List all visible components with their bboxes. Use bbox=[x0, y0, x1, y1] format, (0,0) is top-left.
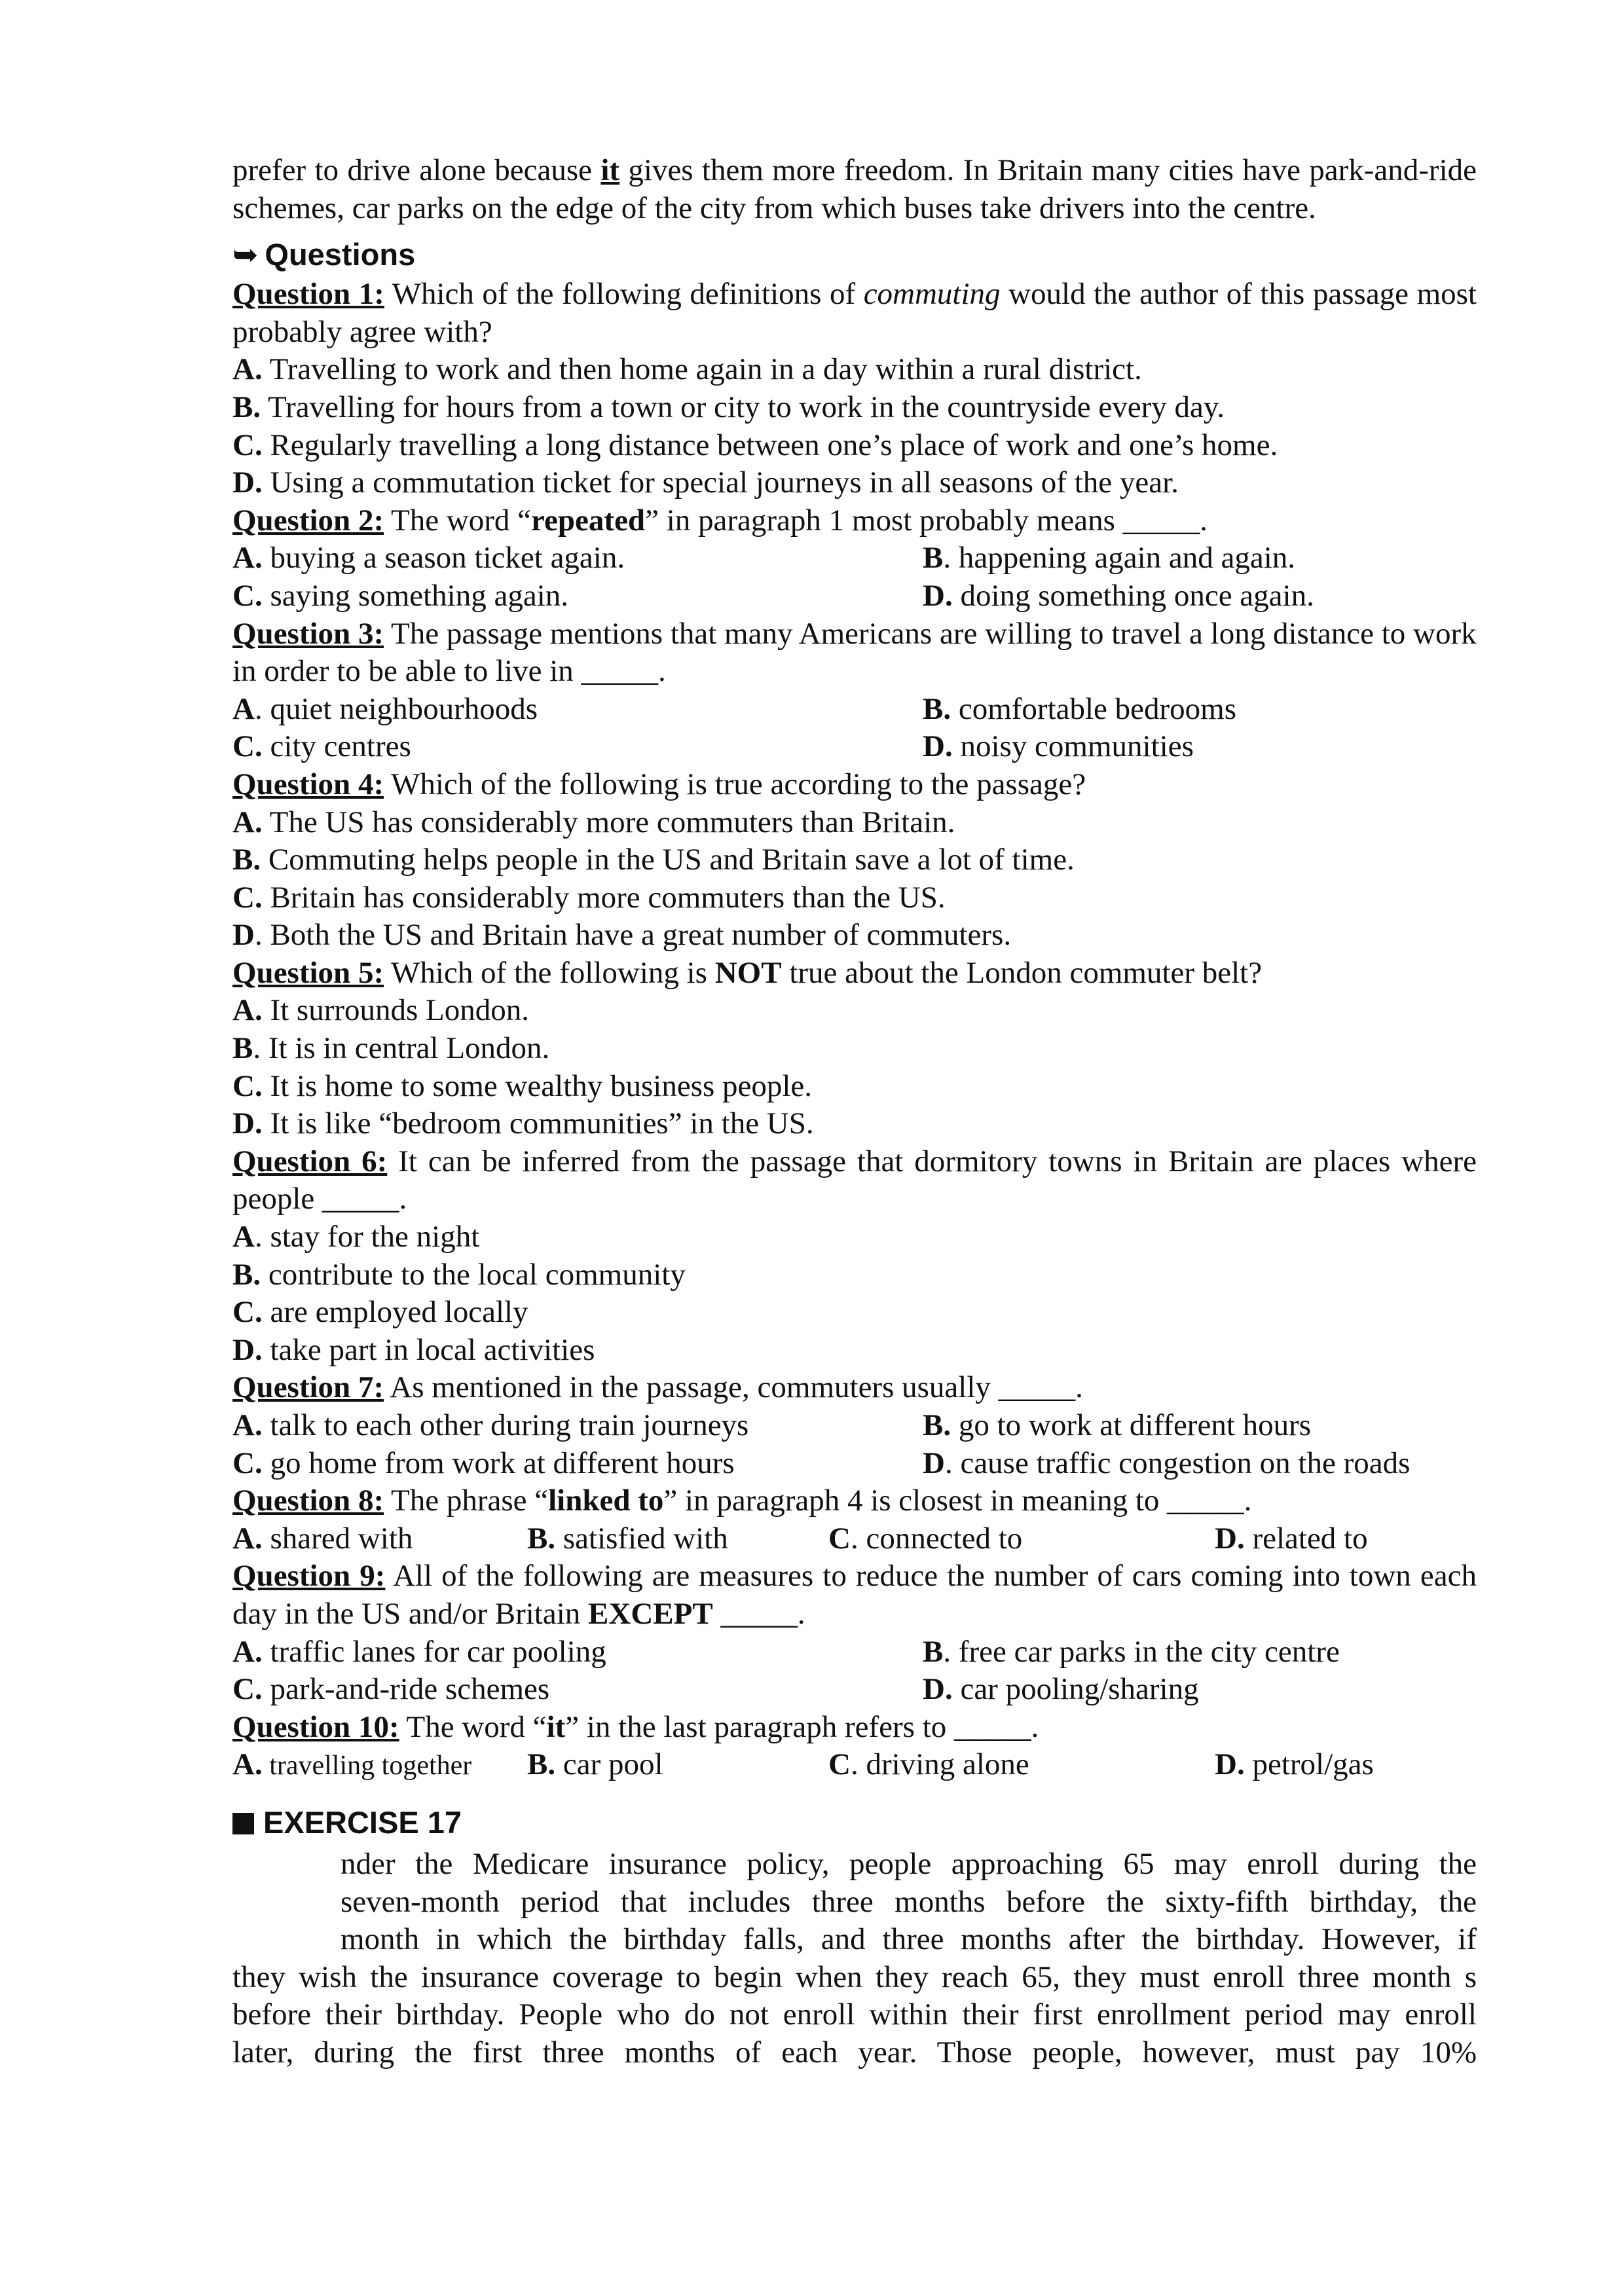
option-label: D bbox=[232, 918, 255, 953]
option-c[interactable] bbox=[232, 879, 1477, 917]
option-text: satisfied with bbox=[555, 1521, 728, 1556]
option-label: A. bbox=[232, 352, 263, 387]
question-keyword: it bbox=[546, 1709, 566, 1744]
option-text: buying a season ticket again. bbox=[262, 541, 625, 575]
option-label: B. bbox=[923, 691, 951, 726]
option-text: contribute to the local community bbox=[261, 1257, 686, 1292]
options-row bbox=[232, 1633, 1477, 1671]
passage-line: before their birthday. People who do not enroll within their first enrollment period may enroll bbox=[232, 1997, 1477, 2032]
intro-it-word: it bbox=[600, 153, 620, 187]
options-row bbox=[232, 1746, 1477, 1784]
option-label: A. bbox=[232, 541, 263, 575]
question-3-stem bbox=[232, 615, 1477, 691]
option-d[interactable] bbox=[923, 1445, 1410, 1483]
option-c[interactable] bbox=[232, 1294, 1477, 1332]
option-label: C bbox=[828, 1747, 851, 1782]
passage-line: nder the Medicare insurance policy, people approaching 65 may enroll during the bbox=[341, 1846, 1477, 1881]
question-text: would the author of this passage most probably agree with? bbox=[232, 277, 1477, 349]
exercise-heading bbox=[232, 1800, 1477, 1846]
option-text: city centres bbox=[262, 729, 411, 764]
option-label: D. bbox=[923, 729, 953, 764]
option-b[interactable] bbox=[527, 1746, 663, 1784]
option-c[interactable] bbox=[232, 1068, 1477, 1106]
option-text: travelling together bbox=[262, 1751, 472, 1781]
option-a[interactable] bbox=[232, 1407, 748, 1445]
options-row bbox=[232, 577, 1477, 615]
intro-text-before: prefer to drive alone because bbox=[232, 153, 601, 187]
question-text: Which of the following is true according to the passage? bbox=[384, 767, 1086, 801]
option-d[interactable] bbox=[1215, 1520, 1368, 1558]
option-text: saying something again. bbox=[262, 578, 569, 613]
option-c[interactable] bbox=[232, 728, 411, 766]
option-label: B. bbox=[232, 390, 261, 424]
option-text: . free car parks in the city centre bbox=[943, 1634, 1340, 1669]
option-a[interactable] bbox=[232, 691, 538, 729]
question-text: The passage mentions that many Americans are willing to travel a long distance to work in order to be able to live in _____. bbox=[232, 616, 1477, 689]
option-text: shared with bbox=[262, 1521, 413, 1556]
option-text: comfortable bedrooms bbox=[951, 691, 1237, 726]
option-text: . driving alone bbox=[850, 1747, 1029, 1782]
question-4-stem bbox=[232, 766, 1477, 804]
option-text: Using a commutation ticket for special journeys in all seasons of the year. bbox=[262, 465, 1179, 500]
option-label: B. bbox=[527, 1521, 556, 1556]
questions-heading bbox=[232, 234, 1477, 276]
option-d[interactable] bbox=[232, 1332, 1477, 1370]
option-c[interactable] bbox=[232, 1445, 735, 1483]
question-text: Which of the following definitions of bbox=[384, 277, 864, 312]
option-label: D. bbox=[232, 1106, 263, 1141]
option-label: B bbox=[923, 1634, 944, 1669]
question-number: Question 7: bbox=[232, 1370, 384, 1405]
option-label: D. bbox=[232, 1332, 263, 1367]
option-label: A. bbox=[232, 805, 263, 839]
option-label: C. bbox=[232, 1446, 263, 1480]
question-text: ” in paragraph 1 most probably means _____. bbox=[645, 503, 1208, 538]
option-text: park-and-ride schemes bbox=[262, 1672, 550, 1707]
option-label: D bbox=[923, 1446, 945, 1480]
question-keyword: repeated bbox=[531, 503, 646, 538]
question-text: All of the following are measures to reduce the number of cars coming into town each day in the US and/or Britain bbox=[232, 1559, 1477, 1631]
option-text: related to bbox=[1244, 1521, 1368, 1556]
option-label: A. bbox=[232, 993, 263, 1028]
option-label: A. bbox=[232, 1747, 263, 1782]
question-7-stem bbox=[232, 1369, 1477, 1407]
option-text: talk to each other during train journeys bbox=[262, 1408, 749, 1442]
option-d[interactable] bbox=[232, 917, 1477, 955]
option-text: It is home to some wealthy business people. bbox=[262, 1068, 813, 1103]
option-d[interactable] bbox=[1215, 1746, 1374, 1784]
option-text: doing something once again. bbox=[952, 578, 1314, 613]
option-label: B. bbox=[232, 843, 261, 877]
question-text: As mentioned in the passage, commuters usually _____. bbox=[384, 1370, 1083, 1405]
question-number: Question 10: bbox=[232, 1709, 399, 1744]
option-b[interactable] bbox=[527, 1520, 728, 1558]
option-label: A. bbox=[232, 1634, 263, 1669]
question-keyword: EXCEPT bbox=[588, 1596, 713, 1631]
option-label: B. bbox=[527, 1747, 556, 1782]
question-10-stem bbox=[232, 1709, 1477, 1747]
option-a[interactable] bbox=[232, 992, 1477, 1030]
intro-text-after: gives them more freedom. In Britain many cities have park-and-ride schemes, car parks on the edge of the city from which buses take drivers into the centre. bbox=[232, 153, 1477, 225]
option-d[interactable] bbox=[232, 1105, 1477, 1143]
passage-line: later, during the first three months of each year. Those people, however, must pay 10% bbox=[232, 2035, 1477, 2069]
question-text: The word “ bbox=[384, 503, 532, 538]
option-label: C. bbox=[232, 428, 263, 462]
document-page bbox=[232, 152, 1477, 2072]
square-bullet-icon bbox=[232, 1813, 254, 1834]
option-b[interactable] bbox=[923, 1407, 1311, 1445]
question-keyword: linked to bbox=[548, 1484, 664, 1518]
option-text: petrol/gas bbox=[1244, 1747, 1374, 1782]
option-c[interactable] bbox=[828, 1520, 1022, 1558]
options-row bbox=[232, 728, 1477, 766]
exercise-passage bbox=[232, 1846, 1477, 2072]
option-d[interactable] bbox=[923, 728, 1194, 766]
question-text: true about the London commuter belt? bbox=[781, 955, 1263, 990]
option-b[interactable] bbox=[232, 841, 1477, 879]
option-b[interactable] bbox=[923, 539, 1295, 577]
option-text: . It is in central London. bbox=[253, 1031, 550, 1066]
option-text: . happening again and again. bbox=[943, 541, 1296, 575]
option-text: . stay for the night bbox=[254, 1220, 480, 1254]
option-label: C. bbox=[232, 578, 263, 613]
option-label: A. bbox=[232, 1408, 263, 1442]
options-row bbox=[232, 1407, 1477, 1445]
option-text: noisy communities bbox=[952, 729, 1194, 764]
option-a[interactable] bbox=[232, 351, 1477, 389]
question-6-stem bbox=[232, 1143, 1477, 1218]
option-label: C. bbox=[232, 1068, 263, 1103]
option-label: C. bbox=[232, 1672, 263, 1707]
option-text: car pool bbox=[555, 1747, 663, 1782]
option-d[interactable] bbox=[232, 464, 1477, 502]
exercise-title: EXERCISE 17 bbox=[263, 1804, 462, 1840]
question-keyword: NOT bbox=[714, 955, 782, 990]
options-row bbox=[232, 691, 1477, 729]
option-b[interactable] bbox=[923, 691, 1236, 729]
option-text: It is like “bedroom communities” in the US. bbox=[262, 1106, 814, 1141]
option-a[interactable] bbox=[232, 1633, 606, 1671]
option-a[interactable] bbox=[232, 539, 625, 577]
option-text: traffic lanes for car pooling bbox=[262, 1634, 606, 1669]
intro-paragraph bbox=[232, 152, 1477, 227]
options-row bbox=[232, 539, 1477, 577]
options-row bbox=[232, 1671, 1477, 1709]
option-text: go home from work at different hours bbox=[262, 1446, 735, 1480]
option-text: Britain has considerably more commuters than the US. bbox=[262, 880, 946, 915]
question-number: Question 1: bbox=[232, 277, 384, 312]
option-text: . Both the US and Britain have a great number of commuters. bbox=[254, 918, 1012, 953]
option-text: go to work at different hours bbox=[951, 1408, 1312, 1442]
question-2-stem bbox=[232, 502, 1477, 540]
question-emphasis: commuting bbox=[863, 277, 1001, 312]
question-5-stem bbox=[232, 955, 1477, 993]
option-text: . connected to bbox=[850, 1521, 1023, 1556]
option-a[interactable] bbox=[232, 1520, 413, 1558]
option-a[interactable] bbox=[232, 1746, 471, 1785]
option-label: A bbox=[232, 1220, 255, 1254]
question-1-stem bbox=[232, 276, 1477, 351]
question-number: Question 4: bbox=[232, 767, 384, 801]
option-text: Commuting helps people in the US and Britain save a lot of time. bbox=[261, 843, 1075, 877]
option-a[interactable] bbox=[232, 804, 1477, 842]
question-8-stem bbox=[232, 1482, 1477, 1520]
option-label: C. bbox=[232, 880, 263, 915]
questions-heading-label: Questions bbox=[265, 237, 416, 272]
passage-line: seven-month period that includes three months before the sixty-fifth birthday, the bbox=[341, 1884, 1477, 1919]
option-label: B. bbox=[232, 1257, 261, 1292]
question-text: ” in the last paragraph refers to _____. bbox=[565, 1709, 1039, 1744]
option-a[interactable] bbox=[232, 1218, 1477, 1256]
option-text: Travelling to work and then home again in a day within a rural district. bbox=[262, 352, 1142, 387]
option-label: D. bbox=[923, 1672, 953, 1707]
options-row bbox=[232, 1520, 1477, 1558]
option-text: Regularly travelling a long distance between one’s place of work and one’s home. bbox=[262, 428, 1278, 462]
option-label: B bbox=[923, 541, 944, 575]
question-number: Question 3: bbox=[232, 616, 384, 651]
arrow-icon: ➥ bbox=[232, 237, 259, 272]
option-d[interactable] bbox=[923, 577, 1314, 615]
option-text: Travelling for hours from a town or city to work in the countryside every day. bbox=[261, 390, 1225, 424]
option-label: D. bbox=[232, 465, 263, 500]
question-text: ” in paragraph 4 is closest in meaning to _____. bbox=[663, 1484, 1252, 1518]
option-b[interactable] bbox=[232, 389, 1477, 427]
question-text: Which of the following is bbox=[384, 955, 715, 990]
option-label: B bbox=[232, 1031, 253, 1066]
option-label: C bbox=[828, 1521, 851, 1556]
option-label: D. bbox=[1215, 1521, 1245, 1556]
option-text: car pooling/sharing bbox=[952, 1672, 1199, 1707]
option-label: D. bbox=[923, 578, 953, 613]
question-number: Question 8: bbox=[232, 1484, 384, 1518]
passage-line: month in which the birthday falls, and three months after the birthday. However, if bbox=[341, 1922, 1477, 1957]
option-label: B. bbox=[923, 1408, 951, 1442]
question-text: The word “ bbox=[399, 1709, 547, 1744]
question-number: Question 6: bbox=[232, 1144, 388, 1178]
question-text: The phrase “ bbox=[384, 1484, 549, 1518]
option-label: C. bbox=[232, 729, 263, 764]
passage-line: they wish the insurance coverage to begin when they reach 65, they must enroll three month s bbox=[232, 1959, 1477, 1994]
question-number: Question 2: bbox=[232, 503, 384, 538]
option-c[interactable] bbox=[232, 577, 568, 615]
option-text: It surrounds London. bbox=[262, 993, 530, 1028]
question-text: It can be inferred from the passage that dormitory towns in Britain are places where people _____. bbox=[232, 1144, 1477, 1216]
question-number: Question 5: bbox=[232, 955, 384, 990]
option-label: C. bbox=[232, 1295, 263, 1330]
option-b[interactable] bbox=[923, 1633, 1340, 1671]
option-b[interactable] bbox=[232, 1256, 1477, 1294]
question-9-stem bbox=[232, 1558, 1477, 1633]
option-label: A bbox=[232, 691, 255, 726]
option-label: D. bbox=[1215, 1747, 1245, 1782]
question-number: Question 9: bbox=[232, 1559, 386, 1594]
question-text: _____. bbox=[712, 1596, 805, 1631]
option-text: take part in local activities bbox=[262, 1332, 595, 1367]
options-row bbox=[232, 1445, 1477, 1483]
option-d[interactable] bbox=[923, 1671, 1199, 1709]
option-b[interactable] bbox=[232, 1030, 1477, 1068]
option-c[interactable] bbox=[232, 427, 1477, 465]
option-label: A. bbox=[232, 1521, 263, 1556]
option-text: . quiet neighbourhoods bbox=[254, 691, 538, 726]
option-text: . cause traffic congestion on the roads bbox=[944, 1446, 1411, 1480]
option-c[interactable] bbox=[828, 1746, 1029, 1784]
option-c[interactable] bbox=[232, 1671, 549, 1709]
option-text: The US has considerably more commuters than Britain. bbox=[262, 805, 955, 839]
option-text: are employed locally bbox=[262, 1295, 528, 1330]
